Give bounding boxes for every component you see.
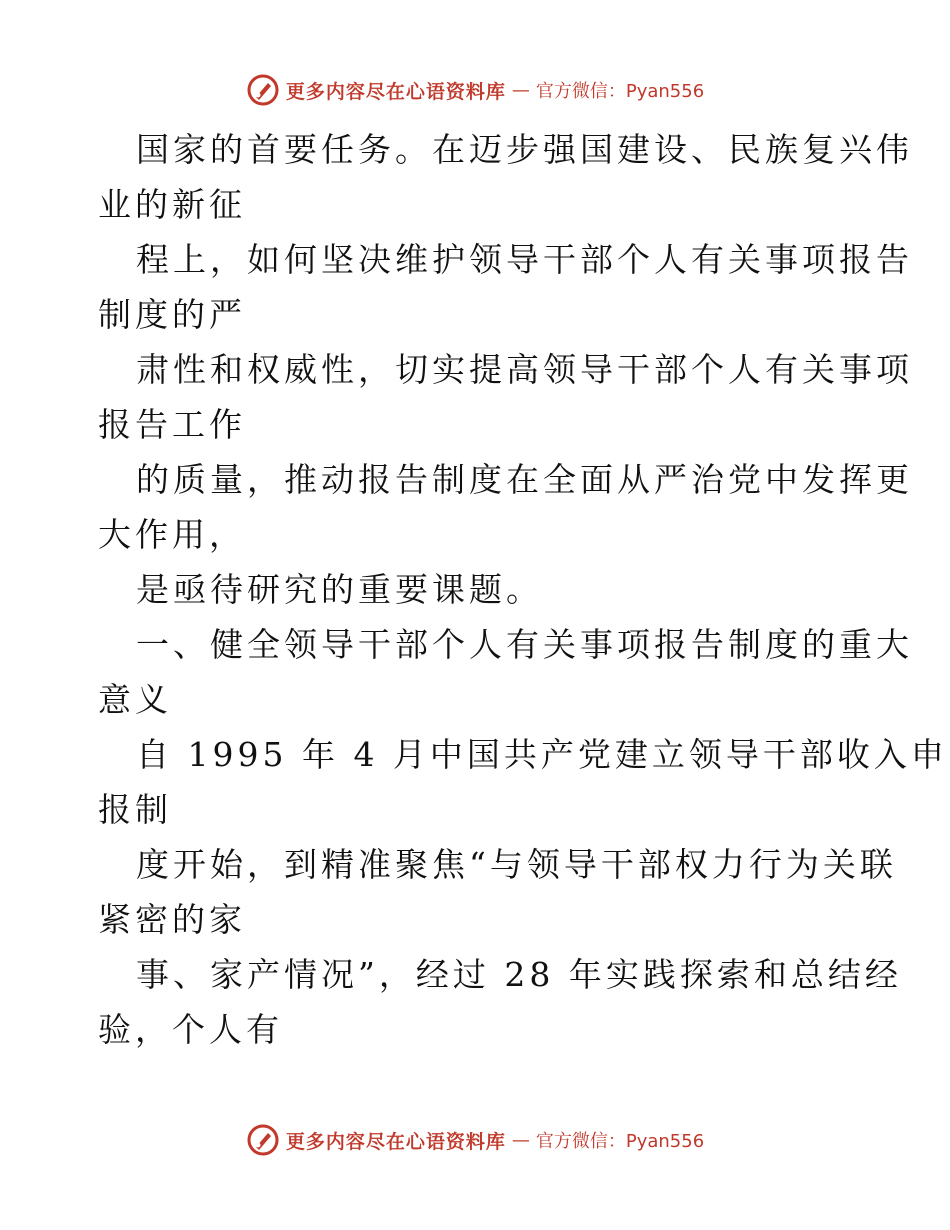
text-line: 是亟待研究的重要课题。 [136, 570, 543, 609]
text-line: 程上，如何坚决维护领导干部个人有关事项报告 [136, 240, 913, 279]
text-line: 大作用， [98, 515, 246, 554]
header-watermark [0, 70, 950, 110]
footer-watermark [0, 1120, 950, 1160]
text-line: 国家的首要任务。在迈步强国建设、民族复兴伟 [136, 130, 913, 169]
text-line: 报制 [98, 790, 172, 829]
text-line: 业的新征 [98, 185, 246, 224]
watermark-contact-text: 官方微信：Pyan556 [535, 81, 705, 102]
text-line: 事、家产情况”，经过 28 年实践探索和总结经 [136, 955, 902, 994]
text-line: 自 1995 年 4 月中国共产党建立领导干部收入申 [136, 735, 948, 774]
text-line: 度开始，到精准聚焦“与领导干部权力行为关联 [136, 845, 897, 884]
watermark-site-text: 更多内容尽在心语资料库 [285, 1130, 506, 1153]
text-line: 验，个人有 [98, 1010, 283, 1049]
text-line: 报告工作 [98, 405, 246, 444]
watermark-site-text: 更多内容尽在心语资料库 [285, 80, 506, 103]
watermark-dash: — [511, 79, 530, 101]
text-line: 紧密的家 [98, 900, 246, 939]
watermark-dash: — [511, 1129, 530, 1151]
pen-nib-logo-icon [246, 1123, 280, 1157]
text-line: 的质量，推动报告制度在全面从严治党中发挥更 [136, 460, 913, 499]
text-line: 制度的严 [98, 295, 246, 334]
pen-nib-logo-icon [246, 73, 280, 107]
text-line: 肃性和权威性，切实提高领导干部个人有关事项 [136, 350, 913, 389]
section-heading: 一、健全领导干部个人有关事项报告制度的重大 [136, 625, 913, 664]
text-line: 意义 [98, 680, 172, 719]
watermark-contact-text: 官方微信：Pyan556 [535, 1131, 705, 1152]
document-body [98, 122, 948, 1057]
